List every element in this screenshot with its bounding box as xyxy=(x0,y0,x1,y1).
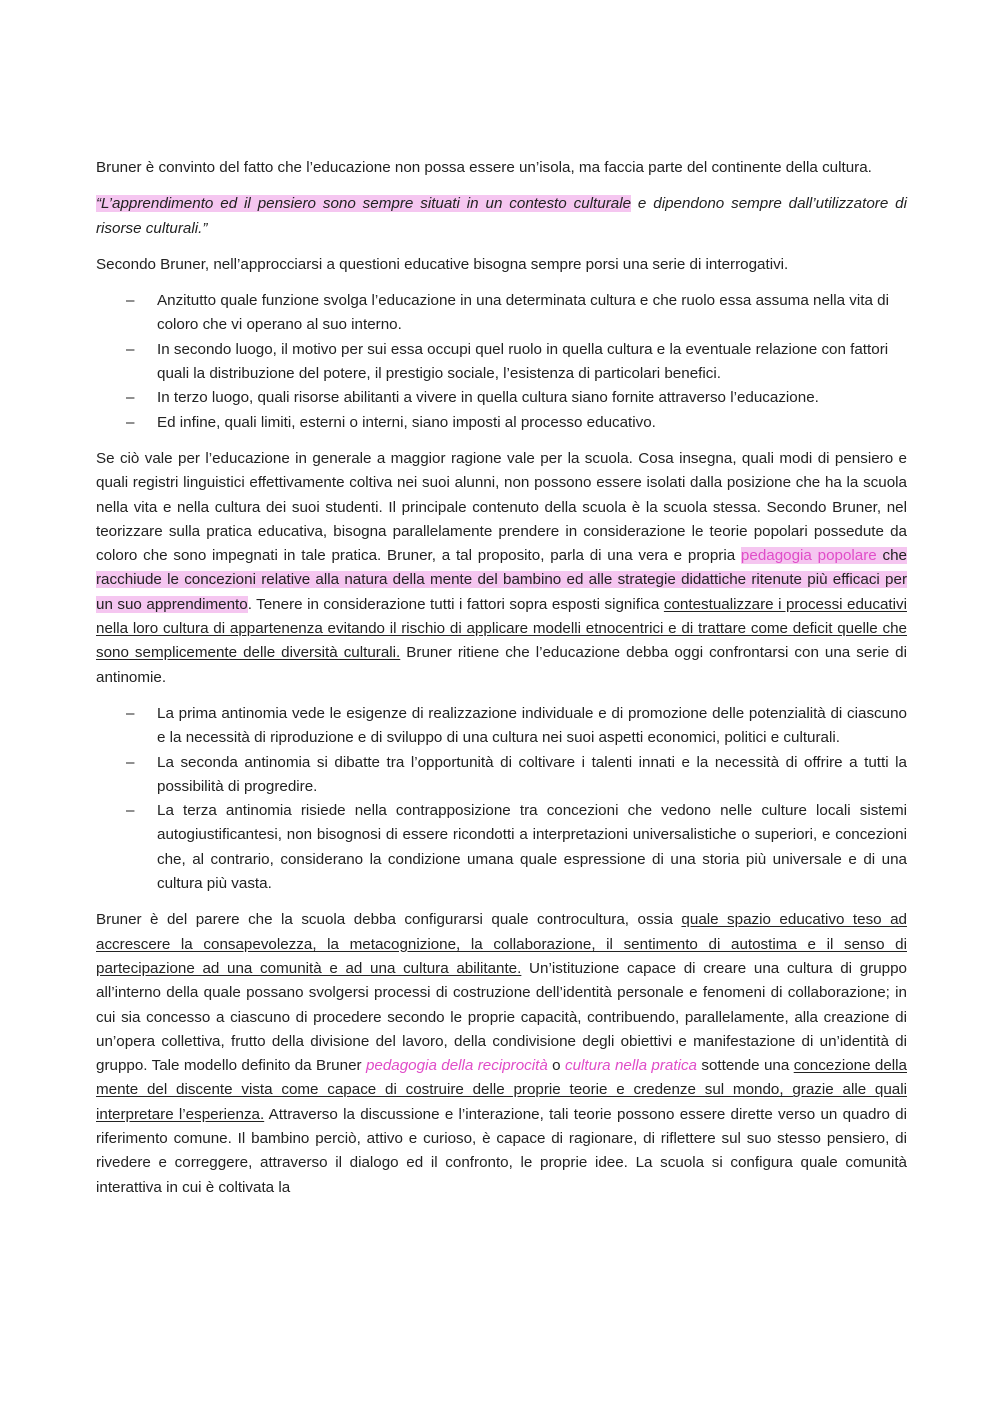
dash-bullet: – xyxy=(126,704,135,722)
list-item: – In secondo luogo, il motivo per sui essa occupi quel ruolo in quella cultura e la eventuale relazione con fattori quali la distribuzione del potere, il prestigio sociale, l’esistenza di particolari benefici. xyxy=(96,338,907,387)
list-item: – Ed infine, quali limiti, esterni o interni, siano imposti al processo educativo. xyxy=(96,411,907,435)
dash-bullet: – xyxy=(126,292,135,310)
antinomies-list xyxy=(96,702,907,896)
paragraph-school: Se ciò vale per l’educazione in generale a maggior ragione vale per la scuola. Cosa insegna, quali modi di pensiero e quali registri linguistici effettivamente coltiva nei suoi alunni, non possono essere isolati dalla posizione che ha la scuola nella vita e nella cultura dei suoi studenti. Il principale contenuto della scuola è la scuola stessa. Secondo Bruner, nel teorizzare sulla pratica educativa, bisogna parallelamente prendere in considerazione le teorie popolari possedute da coloro che sono impegnati in tale pratica. Bruner, a tal proposito, parla di una vera e propria pedagogia popolare che racchiude le concezioni relative alla natura della mente del bambino ed alle strategie didattiche ritenute più efficaci per un suo apprendimento. Tenere in considerazione tutti i fattori sopra esposti significa contestualizzare i processi educativi nella loro cultura di appartenenza evitando il rischio di applicare modelli etnocentrici e di trattare come deficit quelle che sono semplicemente delle diversità culturali. Bruner ritiene che l’educazione debba oggi confrontarsi con una serie di antinomie. xyxy=(96,449,907,686)
document-page xyxy=(96,156,907,1200)
questions-list xyxy=(96,289,907,435)
list-item: – La seconda antinomia si dibatte tra l’opportunità di coltivare i talenti innati e la necessità di offrire a tutti la possibilità di progredire. xyxy=(96,751,907,800)
paragraph-intro: Bruner è convinto del fatto che l’educazione non possa essere un’isola, ma faccia parte del continente della cultura. xyxy=(96,159,872,176)
quote-rest: e dipendono sempre dall’utilizzatore di risorse culturali.” xyxy=(96,195,907,237)
list-item: – Anzitutto quale funzione svolga l’educazione in una determinata cultura e che ruolo essa assuma nella vita di coloro che vi operano al suo interno. xyxy=(96,289,907,338)
list-item: – La prima antinomia vede le esigenze di realizzazione individuale e di promozione delle potenzialità di ciascuno e la necessità di riproduzione e di sviluppo di una cultura nei suoi aspetti economici, politici e culturali. xyxy=(96,702,907,751)
cultura-pratica-term: cultura nella pratica xyxy=(564,1057,697,1075)
underlined-text: quale spazio educativo teso ad accrescere la consapevolezza, la metacognizione, la collaborazione, il sentimento di autostima e il senso di partecipazione ad una comunità e ad una cultura abilitante. xyxy=(96,911,907,977)
dash-bullet: – xyxy=(126,802,135,820)
list-item: – La terza antinomia risiede nella contrapposizione tra concezioni che vedono nelle culture locali sistemi autogiustificantesi, non bisognosi di essere ricondotti a interpretazioni universalistiche o superiori, e concezioni che, al contrario, considerano la condizione umana quale espressione di una storia più universale e di una cultura più vasta. xyxy=(96,799,907,896)
dash-bullet: – xyxy=(126,413,135,431)
highlighted-quote: “L’apprendimento ed il pensiero sono sempre situati in un contesto culturale xyxy=(96,195,632,213)
dash-bullet: – xyxy=(126,389,135,407)
dash-bullet: – xyxy=(126,340,135,358)
pedagogia-reciprocita-term: pedagogia della reciprocità xyxy=(365,1057,548,1075)
pedagogia-popolare-highlight: pedagogia popolare xyxy=(740,547,877,565)
dash-bullet: – xyxy=(126,753,135,771)
paragraph-counterculture: Bruner è del parere che la scuola debba configurarsi quale controcultura, ossia quale spazio educativo teso ad accrescere la consapevolezza, la metacognizione, la collaborazione, il sentimento di autostima e il senso di partecipazione ad una comunità e ad una cultura abilitante. Un’istituzione capace di creare una cultura di gruppo all’interno della quale possano svolgersi processi di costruzione dell’identità personale e fenomeni di collaborazione; in cui sia concesso a ciascuno di procedere secondo le proprie capacità, contribuendo, parallelamente, alla creazione di un’opera collettiva, frutto della divisione del lavoro, della condivisione degli obiettivi e manifestazione di un’identità di gruppo. Tale modello definito da Bruner pedagogia della reciprocità o cultura nella pratica sottende una concezione della mente del discente vista come capace di costruire delle proprie teorie e credenze sul mondo, grazie alle quali interpretare l’esperienza. Attraverso la discussione e l’interazione, tali teorie possono essere dirette verso un quadro di riferimento comune. Il bambino perciò, attivo e curioso, è capace di ragionare, di riflettere sul suo stesso pensiero, di rivedere e correggere, attraverso il dialogo ed il confronto, le proprie idee. La scuola si configura quale comunità interattiva in cui è coltivata la xyxy=(96,911,907,1196)
list-item: – In terzo luogo, quali risorse abilitanti a vivere in quella cultura siano fornite attraverso l’educazione. xyxy=(96,386,907,410)
quote-paragraph xyxy=(96,192,907,241)
paragraph-questions: Secondo Bruner, nell’approcciarsi a questioni educative bisogna sempre porsi una serie di interrogativi. xyxy=(96,255,789,273)
underlined-text: concezione della mente del discente vista come capace di costruire delle proprie teorie e credenze sul mondo, grazie alle quali interpretare l’esperienza. xyxy=(96,1057,907,1123)
underlined-text: contestualizzare i processi educativi nella loro cultura di appartenenza evitando il rischio di applicare modelli etnocentrici e di trattare come deficit quelle che sono semplicemente delle diversità culturali. xyxy=(96,595,907,662)
highlighted-text: che racchiude le concezioni relative alla natura della mente del bambino ed alle strategie didattiche ritenute più efficaci per un suo apprendimento xyxy=(96,547,907,613)
